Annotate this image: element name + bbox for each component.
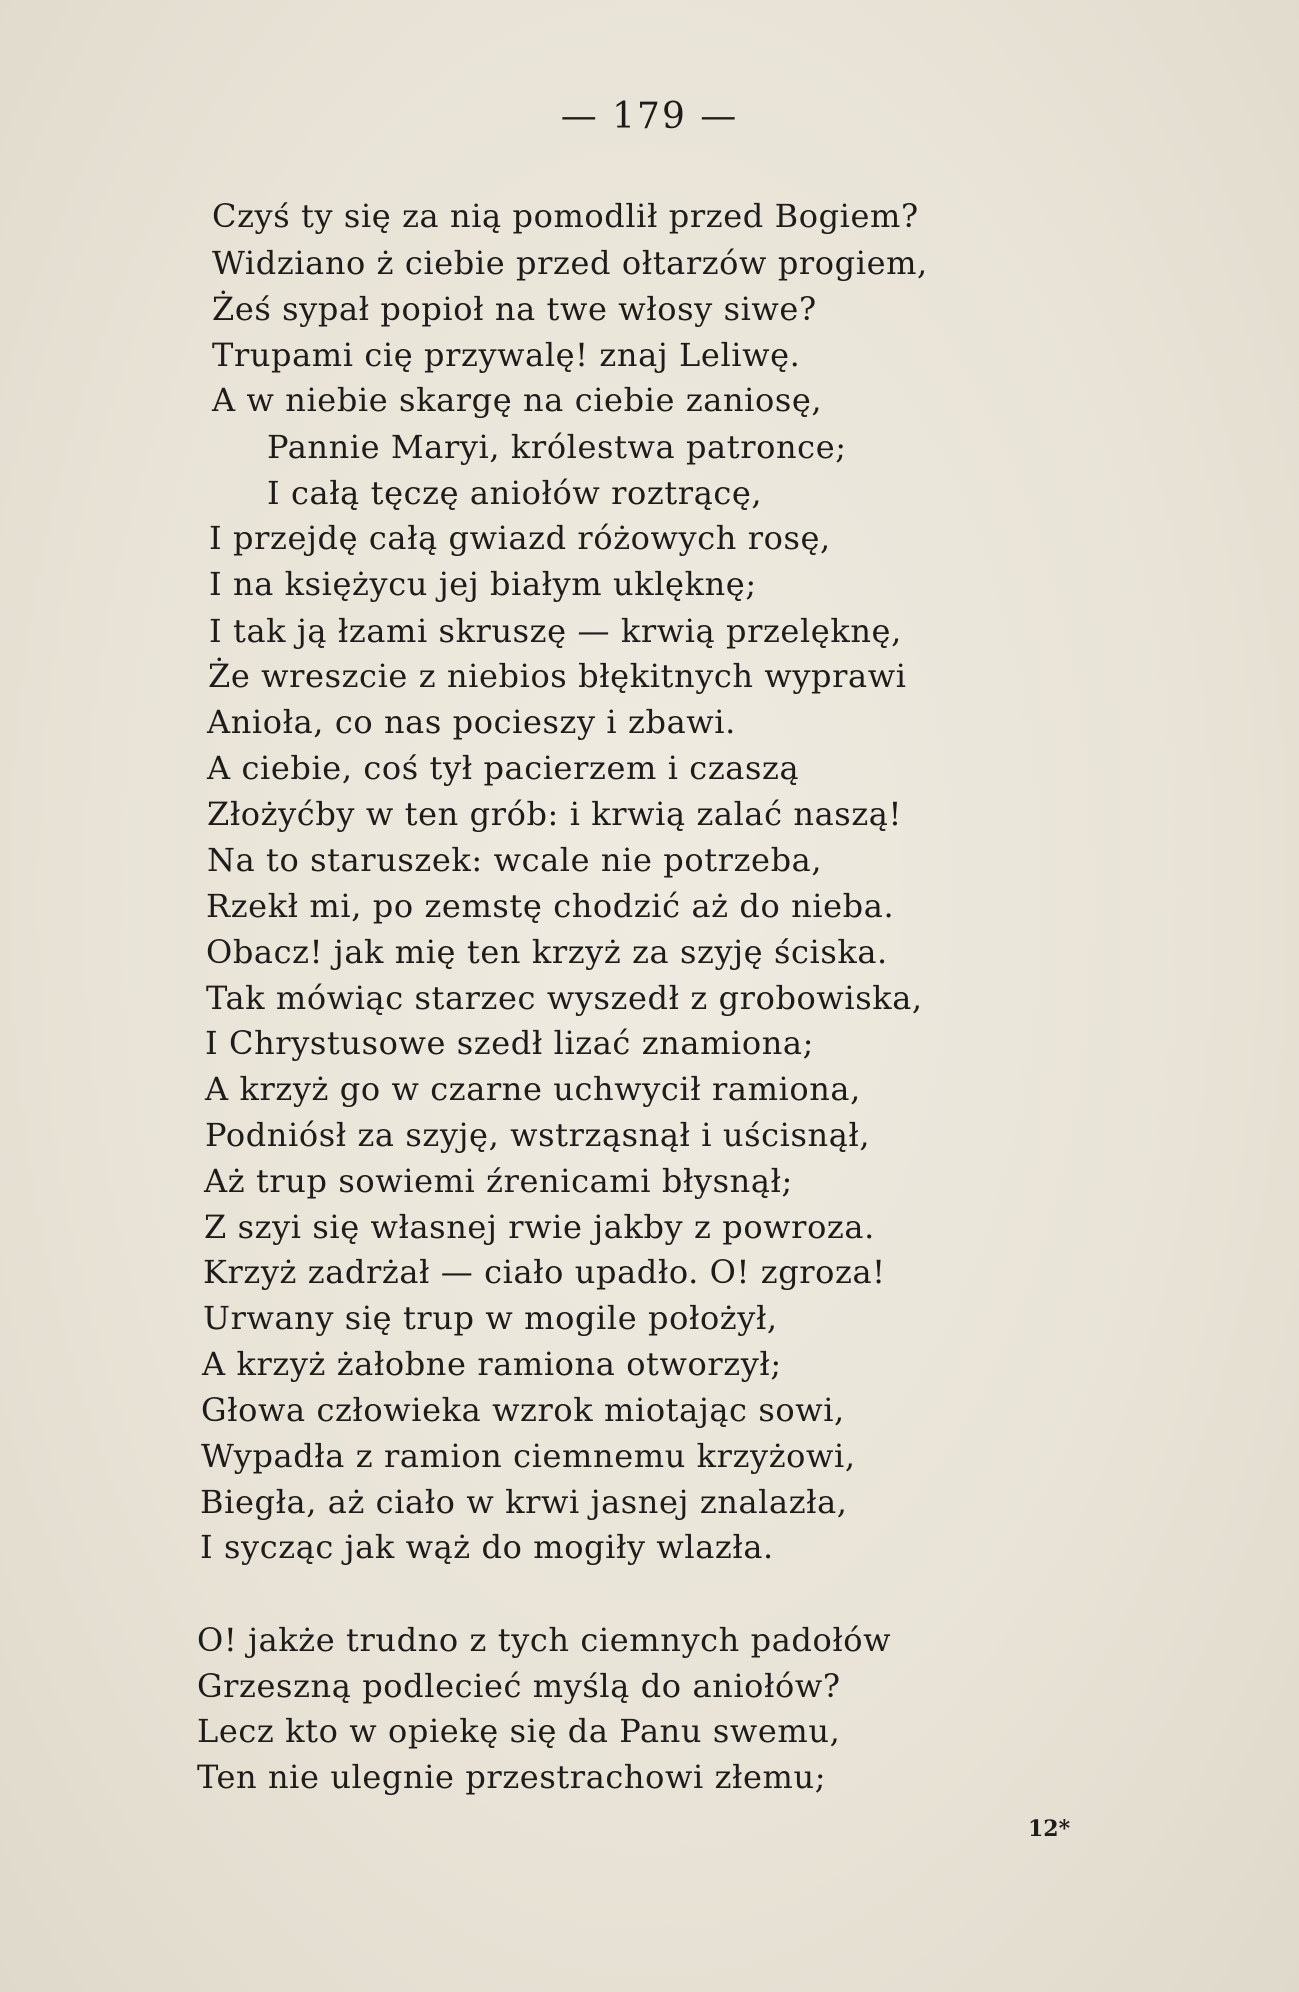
poem-line: Podniósł za szyję, wstrząsnął i uścisnął, <box>205 1116 871 1154</box>
poem-line: Z szyi się własnej rwie jakby z powroza. <box>204 1208 875 1246</box>
poem-line: Lecz kto w opiekę się da Panu swemu, <box>197 1712 841 1750</box>
poem-line: Tak mówiąc starzec wyszedł z grobowiska, <box>206 979 923 1017</box>
poem-line: Że wreszcie z niebios błękitnych wyprawi <box>208 657 907 695</box>
poem-line: I całą tęczę aniołów roztrącę, <box>267 474 763 512</box>
poem-line: Pannie Maryi, królestwa patronce; <box>267 428 847 466</box>
poem-line: Ten nie ulegnie przestrachowi złemu; <box>197 1758 827 1796</box>
poem-line: Wypadła z ramion ciemnemu krzyżowi, <box>201 1437 856 1475</box>
signature-mark: 12* <box>1028 1816 1071 1842</box>
poem-line: Złożyćby w ten grób: i krwią zalać naszą! <box>207 795 902 833</box>
poem-line: I tak ją łzami skruszę — krwią przelęknę, <box>209 612 902 650</box>
poem-line: O! jakże trudno z tych ciemnych padołów <box>197 1621 892 1659</box>
poem-line: Widziano ż ciebie przed ołtarzów progiem, <box>212 244 928 282</box>
poem-line: Aż trup sowiemi źrenicami błysnął; <box>204 1162 793 1200</box>
page-number-header: — 179 — <box>560 96 739 137</box>
poem-line: I przejdę całą gwiazd różowych rosę, <box>209 519 831 557</box>
poem-line: Biegła, aż ciało w krwi jasnej znalazła, <box>200 1483 848 1521</box>
poem-line: A krzyż go w czarne uchwycił ramiona, <box>205 1070 861 1108</box>
poem-line: Czyś ty się za nią pomodlił przed Bogiem? <box>212 197 919 235</box>
poem-line: I na księżycu jej białym uklęknę; <box>209 565 757 603</box>
poem-line: Grzeszną podlecieć myślą do aniołów? <box>197 1667 841 1705</box>
poem-line: Żeś sypał popioł na twe włosy siwe? <box>212 290 817 328</box>
poem-line: A ciebie, coś tył pacierzem i czaszą <box>207 749 800 787</box>
poem-line: Głowa człowieka wzrok miotając sowi, <box>201 1391 845 1429</box>
poem-line: Anioła, co nas pocieszy i zbawi. <box>207 703 736 741</box>
poem-line: A krzyż żałobne ramiona otworzył; <box>202 1345 782 1383</box>
poem-line: I sycząc jak wąż do mogiły wlazła. <box>200 1528 774 1566</box>
poem-line: A w niebie skargę na ciebie zaniosę, <box>212 381 823 419</box>
poem-line: Trupami cię przywalę! znaj Leliwę. <box>212 336 801 374</box>
poem-line: Krzyż zadrżał — ciało upadło. O! zgroza! <box>203 1253 886 1291</box>
poem-line: I Chrystusowe szedł lizać znamiona; <box>205 1024 814 1062</box>
poem-line: Na to staruszek: wcale nie potrzeba, <box>207 841 823 879</box>
poem-line: Rzekł mi, po zemstę chodzić aż do nieba. <box>206 887 895 925</box>
poem-line: Obacz! jak mię ten krzyż za szyję ściska. <box>206 933 888 971</box>
poem-line: Urwany się trup w mogile położył, <box>203 1299 778 1337</box>
